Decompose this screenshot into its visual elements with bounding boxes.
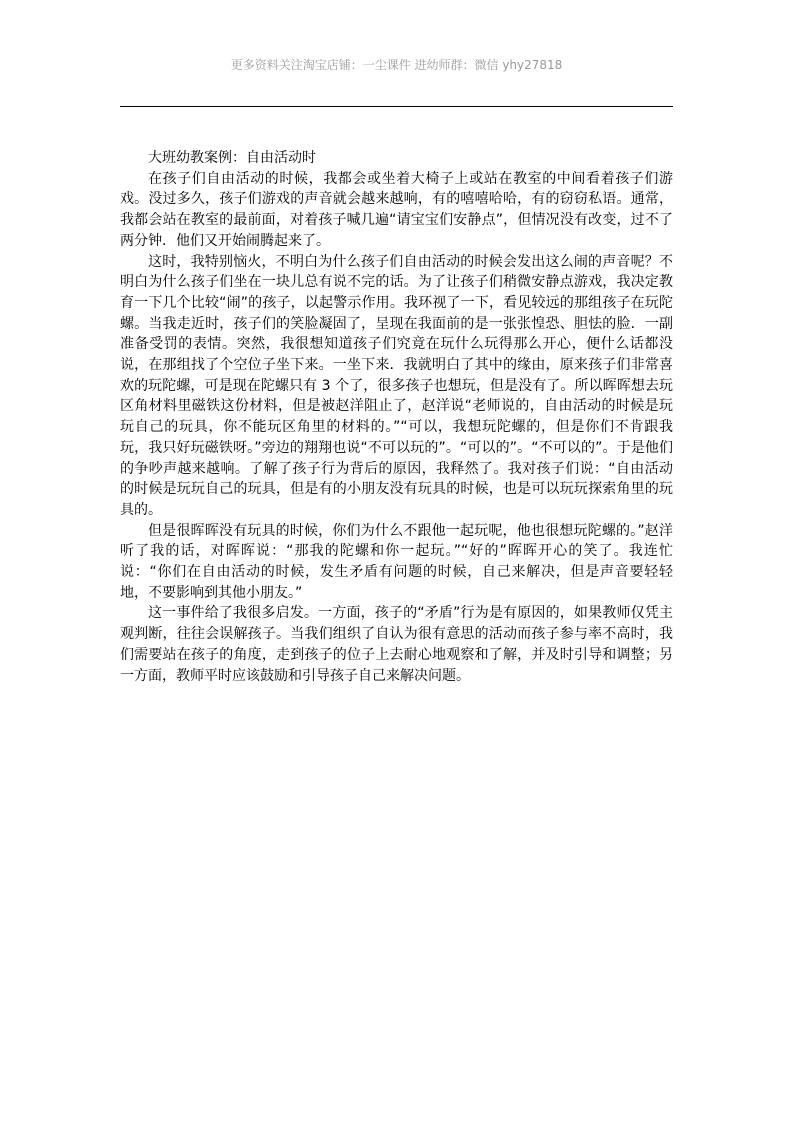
- document-body: [120, 148, 673, 686]
- document-title: 大班幼教案例：自由活动时: [148, 150, 316, 166]
- paragraph-1: 在孩子们自由活动的时候，我都会或坐着大椅子上或站在教室的中间看着孩子们游戏。没过多久，孩子们游戏的声音就会越来越响，有的嘻嘻哈哈，有的窃窃私语。通常，我都会站在教室的最前面，对着孩子喊几遍“请宝宝们安静点”，但情况没有改变，过不了两分钟．他们又开始闹腾起来了。: [120, 170, 673, 249]
- paragraph-2: 这时，我特别恼火，不明白为什么孩子们自由活动的时候会发出这么闹的声音呢？不明白为什么孩子们坐在一块儿总有说不完的话。为了让孩子们稍微安静点游戏，我决定教育一下几个比较“闹”的孩子，以起警示作用。我环视了一下，看见较远的那组孩子在玩陀螺。当我走近时，孩子们的笑脸凝固了，呈现在我面前的是一张张惶恐、胆怯的脸．一副准备受罚的表情。突然，我很想知道孩子们究竟在玩什么玩得那么开心，便什么话都没说，在那组找了个空位子坐下来。一坐下来．我就明白了其中的缘由，原来孩子们非常喜欢的玩陀螺，可是现在陀螺只有 3 个了，很多孩子也想玩，但是没有了。所以晖晖想去玩区角材料里磁铁这份材料，但是被赵洋阻止了，赵洋说“老师说的，自由活动的时候是玩玩自己的玩具，你不能玩区角里的材料的。”“可以，我想玩陀螺的，但是你们不肯跟我玩，我只好玩磁铁呀。”旁边的翔翔也说“不可以玩的”。“可以的”。“不可以的”。于是他们的争吵声越来越响。了解了孩子行为背后的原因，我释然了。我对孩子们说：“自由活动的时候是玩玩自己的玩具，但是有的小朋友没有玩具的时候，也是可以玩玩探索角里的玩具的。: [120, 253, 673, 518]
- page-header: 更多资料关注淘宝店铺：一尘课件 进幼师群：微信 yhy27818: [230, 58, 563, 72]
- paragraph-3: 但是很晖晖没有玩具的时候，你们为什么不跟他一起玩呢，他也很想玩陀螺的。”赵洋听了我的话，对晖晖说：“那我的陀螺和你一起玩。”“好的”晖晖开心的笑了。我连忙说：“你们在自由活动的时候，发生矛盾有问题的时候，自己来解决，但是声音要轻轻地，不要影响到其他小朋友。”: [120, 522, 673, 601]
- paragraph-4: 这一事件给了我很多启发。一方面，孩子的“矛盾”行为是有原因的，如果教师仅凭主观判断，往往会误解孩子。当我们组织了自认为很有意思的活动而孩子参与率不高时，我们需要站在孩子的角度，走到孩子的位子上去耐心地观察和了解，并及时引导和调整；另一方面，教师平时应该鼓励和引导孩子自己来解决问题。: [120, 605, 673, 684]
- header-divider: [120, 106, 673, 107]
